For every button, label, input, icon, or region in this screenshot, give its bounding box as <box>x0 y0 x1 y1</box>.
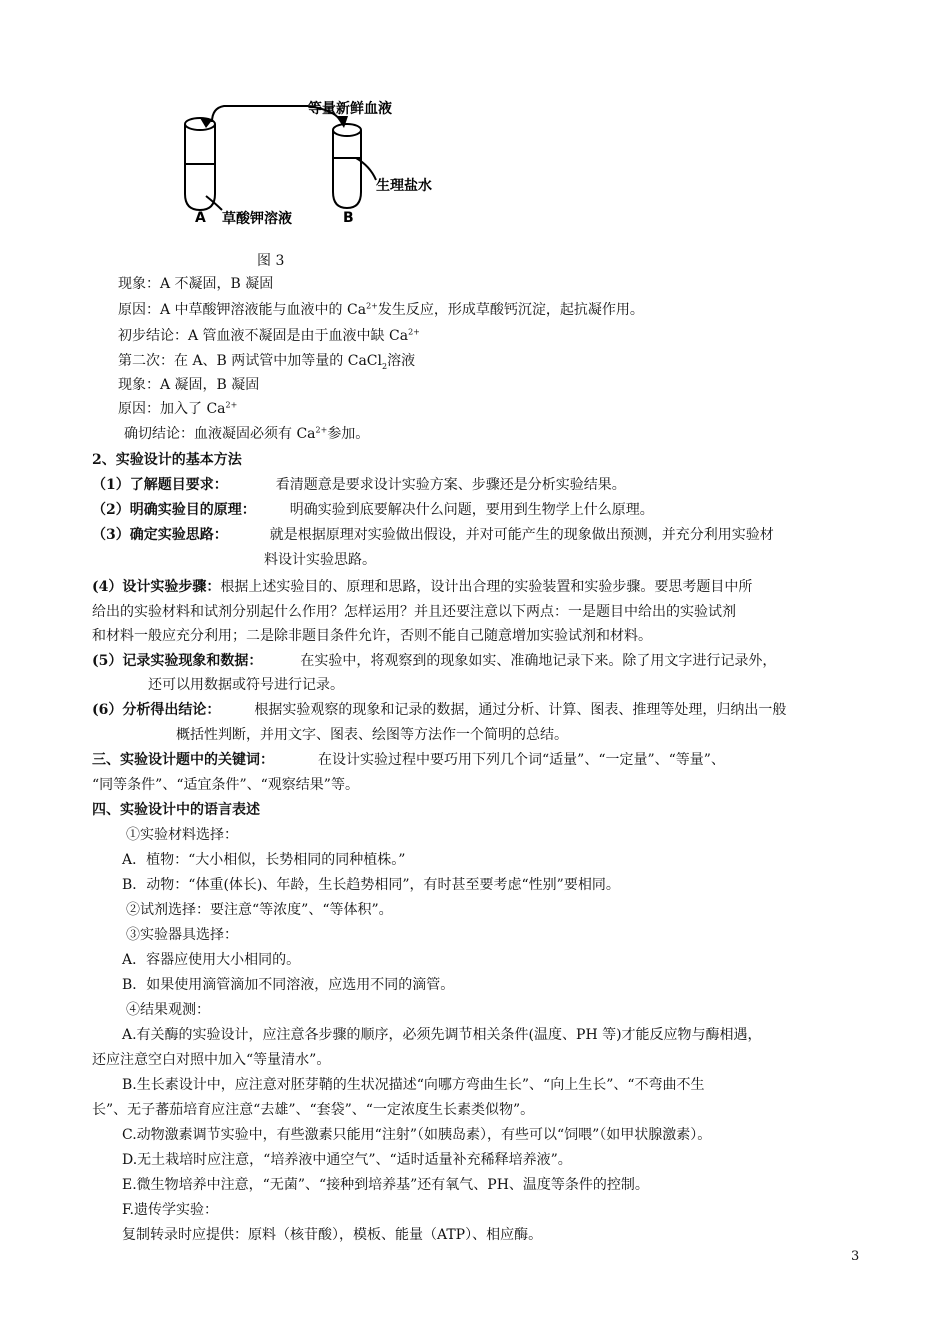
leader-saline <box>356 158 376 180</box>
section-heading: 2、实验设计的基本方法 <box>92 452 242 468</box>
test-tube-a <box>185 118 215 210</box>
label-tube-a: A <box>195 210 206 226</box>
label-oxalate: 草酸钾溶液 <box>222 211 292 227</box>
figure-3 <box>176 96 466 236</box>
text-line: 给出的实验材料和试剂分别起什么作用？怎样运用？并且还要注意以下两点：一是题目中给出的实验试剂 <box>92 604 736 620</box>
text-line: (6）分析得出结论： 根据实验观察的现象和记录的数据，通过分析、计算、图表、推理等处理，归纳出一般 <box>92 702 787 718</box>
test-tube-b <box>333 124 361 208</box>
label-saline: 生理盐水 <box>376 178 432 194</box>
text-line: 和材料一般应充分利用；二是除非题目条件允许，否则不能自己随意增加实验试剂和材料。 <box>92 628 652 644</box>
text-line: A．植物：“大小相似，长势相同的同种植株。” <box>122 852 406 868</box>
text-line: D.无土栽培时应注意，“培养液中通空气”、“适时适量补充稀释培养液”。 <box>122 1152 572 1168</box>
text-line: 三、实验设计题中的关键词： 在设计实验过程中要巧用下列几个词“适量”、“一定量”、“等量”、 <box>92 752 725 768</box>
text-line: （2）明确实验目的原理： 明确实验到底要解决什么问题，要用到生物学上什么原理。 <box>92 502 654 518</box>
text-line: 概括性判断，并用文字、图表、绘图等方法作一个简明的总结。 <box>176 727 568 743</box>
text-line: 复制转录时应提供：原料（核苷酸），模板、能量（ATP）、相应酶。 <box>122 1227 543 1243</box>
text-line: “同等条件”、“适宜条件”、“观察结果”等。 <box>92 777 359 793</box>
text-line: 原因：A 中草酸钾溶液能与血液中的 $Ca^{2+}$发生反应，形成草酸钙沉淀，起抗凝作用。 <box>118 301 644 318</box>
section-heading: 四、实验设计中的语言表述 <box>92 802 260 818</box>
figure-caption: 图 3 <box>257 253 285 269</box>
text-line: 还应注意空白对照中加入“等量清水”。 <box>92 1052 331 1068</box>
text-line: F.遗传学实验： <box>122 1202 218 1218</box>
text-line: ④结果观测： <box>126 1002 210 1018</box>
text-line: 长”、无子蕃茄培育应注意“去雄”、“套袋”、“一定浓度生长素类似物”。 <box>92 1102 535 1118</box>
text-line: 料设计实验思路。 <box>264 552 376 568</box>
text-line: ②试剂选择：要注意“等浓度”、“等体积”。 <box>126 902 393 918</box>
arrow-blood-to-a <box>212 106 308 122</box>
text-line: (5）记录实验现象和数据： 在实验中，将观察到的现象如实、准确地记录下来。除了用文字进行记录外， <box>92 653 777 669</box>
text-line: A.有关酶的实验设计，应注意各步骤的顺序，必须先调节相关条件(温度、PH 等)才能反应物与酶相遇， <box>122 1027 762 1043</box>
page-number: 3 <box>851 1249 860 1264</box>
text-line: 第二次：在 A、B 两试管中加等量的 CaCl$_2$溶液 <box>118 353 416 371</box>
text-line: 还可以用数据或符号进行记录。 <box>148 677 344 693</box>
text-line: (4）设计实验步骤：根据上述实验目的、原理和思路，设计出合理的实验装置和实验步骤。要思考题目中所 <box>92 579 753 595</box>
text-line: B.生长素设计中，应注意对胚芽鞘的生状况描述“向哪方弯曲生长”、“向上生长”、“不弯曲不生 <box>122 1077 705 1093</box>
text-line: 初步结论：A 管血液不凝固是由于血液中缺 $Ca^{2+}$ <box>118 327 420 344</box>
text-line: 原因：加入了 $Ca^{2+}$ <box>118 400 238 417</box>
text-line: B．动物：“体重(体长)、年龄，生长趋势相同”，有时甚至要考虑“性别”要相同。 <box>122 877 620 893</box>
text-line: C.动物激素调节实验中，有些激素只能用“注射”（如胰岛素），有些可以“饲喂”（如甲状腺激素）。 <box>122 1127 712 1143</box>
text-line: ③实验器具选择： <box>126 927 238 943</box>
text-line: （3）确定实验思路： 就是根据原理对实验做出假设，并对可能产生的现象做出预测，并充分利用实验材 <box>92 527 774 543</box>
text-line: B．如果使用滴管滴加不同溶液，应选用不同的滴管。 <box>122 977 455 993</box>
text-line: 现象：A 不凝固，B 凝固 <box>118 276 274 292</box>
text-line: （1）了解题目要求： 看清题意是要求设计实验方案、步骤还是分析实验结果。 <box>92 477 626 493</box>
label-fresh-blood: 等量新鲜血液 <box>308 101 392 117</box>
text-line: A．容器应使用大小相同的。 <box>122 952 301 968</box>
text-line: E.微生物培养中注意，“无菌”、“接种到培养基”还有氧气、PH、温度等条件的控制。 <box>122 1177 649 1193</box>
text-line: 现象：A 凝固，B 凝固 <box>118 377 260 393</box>
text-line: 确切结论：血液凝固必须有 $Ca^{2+}$参加。 <box>124 425 370 442</box>
text-line: ①实验材料选择： <box>126 827 238 843</box>
label-tube-b: B <box>343 210 354 226</box>
